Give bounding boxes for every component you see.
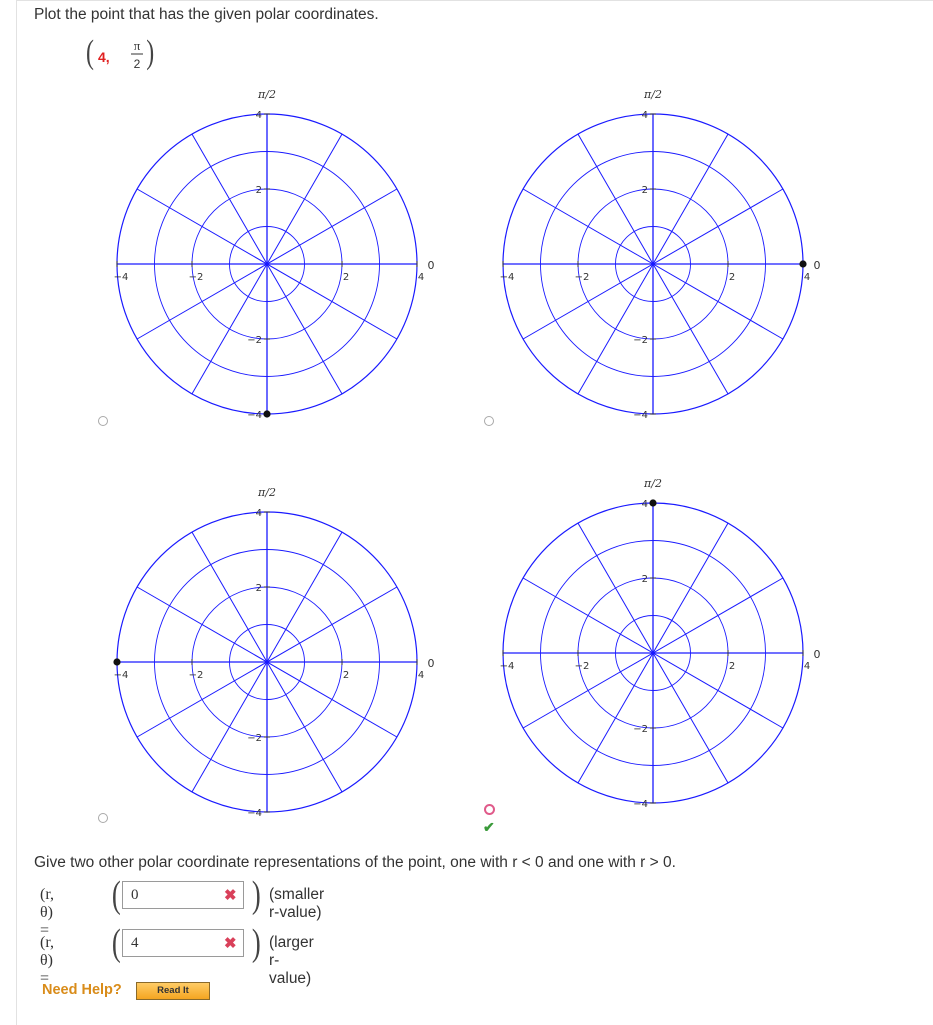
y-tick-label: 4 — [255, 110, 262, 121]
polar-plot-option-2[interactable] — [493, 88, 823, 422]
angle-label-pi-over-2: π/2 — [644, 88, 662, 101]
radio-option-2[interactable] — [484, 416, 494, 426]
x-tick-label: −4 — [499, 661, 515, 672]
y-tick-label: 4 — [641, 110, 648, 121]
y-tick-label: −2 — [633, 724, 648, 735]
angle-label-zero: 0 — [813, 259, 821, 272]
x-tick-label: 2 — [728, 272, 736, 283]
y-tick-label: 4 — [641, 499, 648, 510]
polar-grid-svg — [493, 477, 823, 811]
open-paren: ( — [111, 922, 121, 964]
y-tick-label: −4 — [633, 799, 648, 810]
x-tick-label: −2 — [574, 661, 590, 672]
given-theta-numerator: π — [133, 38, 141, 53]
plotted-point — [263, 410, 270, 417]
y-tick-label: 2 — [641, 574, 648, 585]
need-help-label: Need Help? — [42, 982, 122, 998]
y-tick-label: 2 — [255, 185, 262, 196]
angle-label-zero: 0 — [427, 259, 435, 272]
x-tick-label: 4 — [803, 661, 811, 672]
y-tick-label: −2 — [633, 335, 648, 346]
polar-grid-svg — [493, 88, 823, 422]
close-paren: ) — [251, 874, 261, 916]
y-tick-label: 2 — [255, 583, 262, 594]
x-tick-label: 4 — [417, 272, 425, 283]
x-tick-label: 2 — [728, 661, 736, 672]
angle-label-zero: 0 — [427, 657, 435, 670]
close-paren: ) — [251, 922, 261, 964]
x-tick-label: −4 — [113, 272, 129, 283]
answer-label: (r, θ) = — [40, 934, 55, 987]
x-tick-label: −2 — [188, 272, 204, 283]
question-prompt: Plot the point that has the given polar coordinates. — [34, 6, 379, 23]
check-icon: ✔ — [483, 819, 495, 835]
given-coordinates — [86, 30, 176, 76]
given-r: 4, — [98, 49, 110, 65]
y-tick-label: −2 — [247, 733, 262, 744]
question2-prompt: Give two other polar coordinate representations of the point, one with r < 0 and one with r > 0. — [34, 854, 676, 871]
read-it-button[interactable]: Read It — [136, 982, 210, 1000]
radio-option-4[interactable] — [484, 804, 495, 815]
plotted-point — [649, 499, 656, 506]
y-tick-label: 2 — [641, 185, 648, 196]
answer-note: (larger r-value) — [269, 934, 314, 987]
y-tick-label: 4 — [255, 508, 262, 519]
x-tick-label: 4 — [417, 670, 425, 681]
plotted-point — [799, 260, 806, 267]
y-tick-label: −4 — [247, 410, 262, 421]
answer-label: (r, θ) = — [40, 886, 55, 939]
radio-option-3[interactable] — [98, 813, 108, 823]
angle-label-pi-over-2: π/2 — [258, 486, 276, 499]
cross-icon: ✖ — [224, 887, 237, 904]
svg-text:): ) — [146, 34, 155, 72]
polar-plot-option-1[interactable] — [107, 88, 437, 422]
open-paren: ( — [111, 874, 121, 916]
answer-note: (smaller r-value) — [269, 886, 325, 921]
y-tick-label: −4 — [633, 410, 648, 421]
x-tick-label: −2 — [574, 272, 590, 283]
x-tick-label: 2 — [342, 670, 350, 681]
angle-label-zero: 0 — [813, 648, 821, 661]
cross-icon: ✖ — [224, 935, 237, 952]
x-tick-label: −4 — [499, 272, 515, 283]
x-tick-label: −2 — [188, 670, 204, 681]
x-tick-label: 2 — [342, 272, 350, 283]
plotted-point — [113, 658, 120, 665]
x-tick-label: −4 — [113, 670, 129, 681]
polar-grid-svg — [107, 486, 437, 820]
polar-plot-option-4[interactable] — [493, 477, 823, 811]
angle-label-pi-over-2: π/2 — [258, 88, 276, 101]
angle-label-pi-over-2: π/2 — [644, 477, 662, 490]
y-tick-label: −4 — [247, 808, 262, 819]
given-theta-denominator: 2 — [133, 57, 141, 71]
polar-plot-option-3[interactable] — [107, 486, 437, 820]
polar-grid-svg — [107, 88, 437, 422]
radio-option-1[interactable] — [98, 416, 108, 426]
y-tick-label: −2 — [247, 335, 262, 346]
svg-text:(: ( — [86, 34, 94, 72]
x-tick-label: 4 — [803, 272, 811, 283]
